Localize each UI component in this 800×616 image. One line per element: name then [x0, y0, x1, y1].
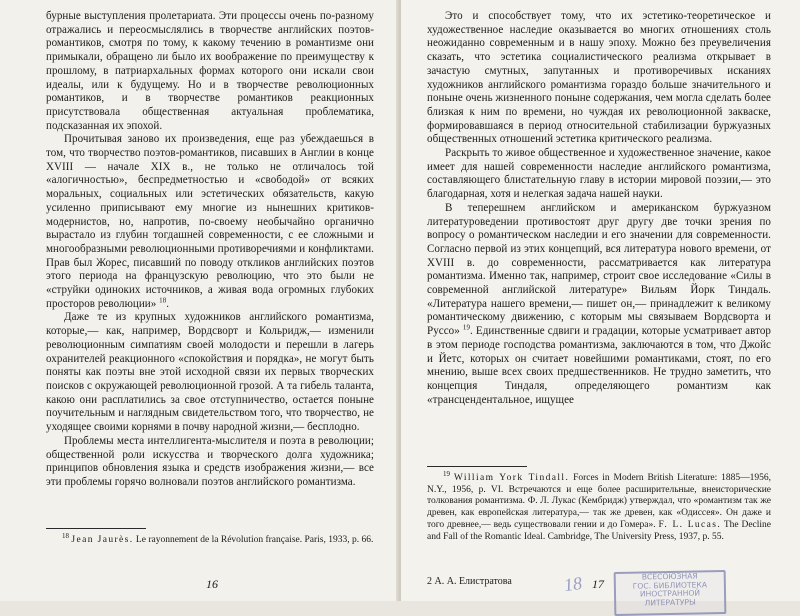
left-footnote [46, 528, 374, 547]
right-paragraph-3-tail: . Единственные сдвиги и градации, которые усматривает автор в этом периоде господства романтизма, заключаются в том, что Джойс и Йетс, которых он считает новейшими романтиками, стоят, по его мнению, выше всех своих предшественников. Не трудно заметить, что концепция Тиндаля, определяющего романтизм как «трансцендентальное, ищущее [427, 325, 771, 406]
page-number-right: 17 [592, 577, 604, 591]
stamp-line-2: ГОС. БИБЛИОТЕКА [632, 579, 708, 591]
left-page [0, 0, 399, 601]
right-paragraph-3-text: В теперешнем английском и американском буржуазном литературоведении противостоят друг другу две точки зрения по вопросу о романтическом наследии и его значении для современности. Согласно первой из этих концепций, вся литература нового времени, от XVIII в. до современности, рассматривается как литература романтизма. Именно так, например, строит свое исследование «Силы в современной английской литературе» Вильям Йорк Тиндаль. «Литература нашего времени,— пишет он,— принадлежит к великому романтическому движению, с которым мы связываем Вордсворта и Руссо» [427, 201, 771, 338]
right-paragraph-3 [427, 202, 771, 408]
footnote-author-1: William York Tindall. [453, 473, 570, 483]
footnote-number-19: 19 [443, 469, 450, 478]
page-number-left: 16 [206, 577, 218, 591]
library-stamp [614, 570, 727, 616]
right-page [401, 0, 800, 601]
footnote-text-1: Forces in Modern British Literature: 1885—1956, N.Y., 1956, p. VI. Встречаются и еще более расширительные, внеисторические толкования романтизма. Ф. Л. Лукас (Кембридж) утверждал, что «романтизм так же древен, как европейская литература,— так же древен, как «Одиссея». Он даже и того древнее,— ведь существовали гении и до Гомера». [427, 473, 771, 530]
left-paragraph-1: бурные выступления пролетариата. Эти процессы очень по-разному отражались и переосмыслялись в творчестве английских поэтов-романтиков, смотря по тому, к какому течению в романтизме они примыкали, обращено ли было их воображение по преимуществу к прошлому, в патриархальных формах которого они искали свои идеалы, или к будущему. Но и в творчестве революционных романтиков, и в творчестве романтиков реакционных присутствовала общественная актуальная проблематика, подсказанная их эпохой. [46, 10, 374, 132]
pen-mark: 18 [562, 572, 584, 596]
footnote-text: Le rayonnement de la Révolution française. Paris, 1933, p. 66. [133, 535, 374, 545]
right-footnote [427, 466, 771, 543]
left-body-text [46, 10, 374, 490]
stamp-line-1: ВСЕСОЮЗНАЯ [641, 571, 698, 582]
left-paragraph-4: Проблемы места интеллигента-мыслителя и поэта в революции; общественной роли искусства и творческого долга художника; принципов обновления языка и средств изображения жизни,— все эти проблемы горячо волновали поэтов английского романтизма. [46, 434, 374, 488]
footnote-ref-18: 18 [159, 296, 167, 305]
right-body-text [427, 10, 771, 407]
footnote-rule [427, 466, 527, 467]
left-paragraph-2-text: Прочитывая заново их произведения, еще раз убеждаешься в том, что творчество поэтов-романтиков, писавших в Англии в конце XVIII — начале XIX в., не только не отличалось той «алогичностью», беспредметностью и «свободой» от всяких моральных, социальных или эстетических обязательств, какую усиленно приписывают ему многие из нынешних критиков-модернистов, но, напротив, по-своему необычайно органично вырастало из глубин тогдашней современности, с ее сложными и многообразными революционными противоречиями и конфликтами. Прав был Жорес, писавший по поводу откликов английских поэтов этого периода на французскую революцию, что это были не «струйки одиноких источников, а живая вода огромных глубоких просторов революции» [46, 133, 374, 310]
left-paragraph-2: Прочитывая заново их произведения, еще раз убеждаешься в том, что творчество поэтов-романтиков, писавших в Англии в конце XVIII — начале XIX в., не только не отличалось той «алогичностью», беспредметностью и «свободой» от всяких моральных, социальных или эстетических обязательств, какую усиленно приписывают ему многие из нынешних критиков-модернистов, но, напротив, по-своему необычайно органично вырастало из глубин тогдашней современности, с ее сложными и многообразными революционными противоречиями и конфликтами. Прав был Жорес, писавший по поводу откликов английских поэтов этого периода на французскую революцию, что это были не «струйки одиноких источников, а живая вода огромных глубоких просторов революции» $^{18}$. [46, 133, 374, 310]
right-paragraph-2: Раскрыть то живое общественное и художественное значение, какое имеет для нашей современности наследие английского романтизма, составляющего блистательную главу в истории мировой поэзии,— это благодарная, хотя и нелегкая задача нашей науки. [427, 147, 771, 201]
footnote-text-2: The Decline and Fall of the Romantic Ideal. Cambridge, The University Press, 1937, p. 55. [427, 519, 772, 542]
stamp-line-3: ИНОСТРАННОЙ ЛИТЕРАТУРЫ [639, 588, 701, 608]
footnote-rule [46, 528, 146, 529]
signature-mark: 2 А. А. Елистратова [427, 576, 512, 587]
footnote-author: Jean Jaurès. [71, 535, 134, 545]
right-paragraph-1: Это и способствует тому, что их эстетико-теоретическое и художественное наследие оказывается во многих отношениях столь неожиданно современным и в нашу эпоху. Можно без преувеличения сказать, что эстетика социалистического реализма открывает в зачастую смутных, запутанных и противоречивых исканиях художников английского романтизма гораздо больше значительного и поныне очень жизненного поныне содержания, чем могла сделать более близкая к ним по времени, но чуждая их революционной закваске, формировавшаяся в период относительной стабилизации буржуазных общественных отношений эстетика критического реализма. [427, 10, 771, 146]
footnote-number-18: 18 [62, 531, 69, 540]
footnote-author-2: F. L. Lucas. [658, 519, 722, 530]
footnote-ref-19: 19 [462, 323, 471, 332]
left-paragraph-3: Даже те из крупных художников английского романтизма, которые,— как, например, Вордсворт и Кольридж,— изменили революционным симпатиям своей молодости и перешли в лагерь охранителей реакционного «спокойствия и порядка», не могут быть поняты как поэты вне этой исходной связи их первых творческих поисков с окружающей революционной грозой. А та гибель таланта, какою они расплатились за свое отступничество, остается поныне поучительным и наглядным свидетельством того, что творчество, не уходящее своими корнями в почву народной жизни,— бесплодно. [46, 311, 374, 434]
